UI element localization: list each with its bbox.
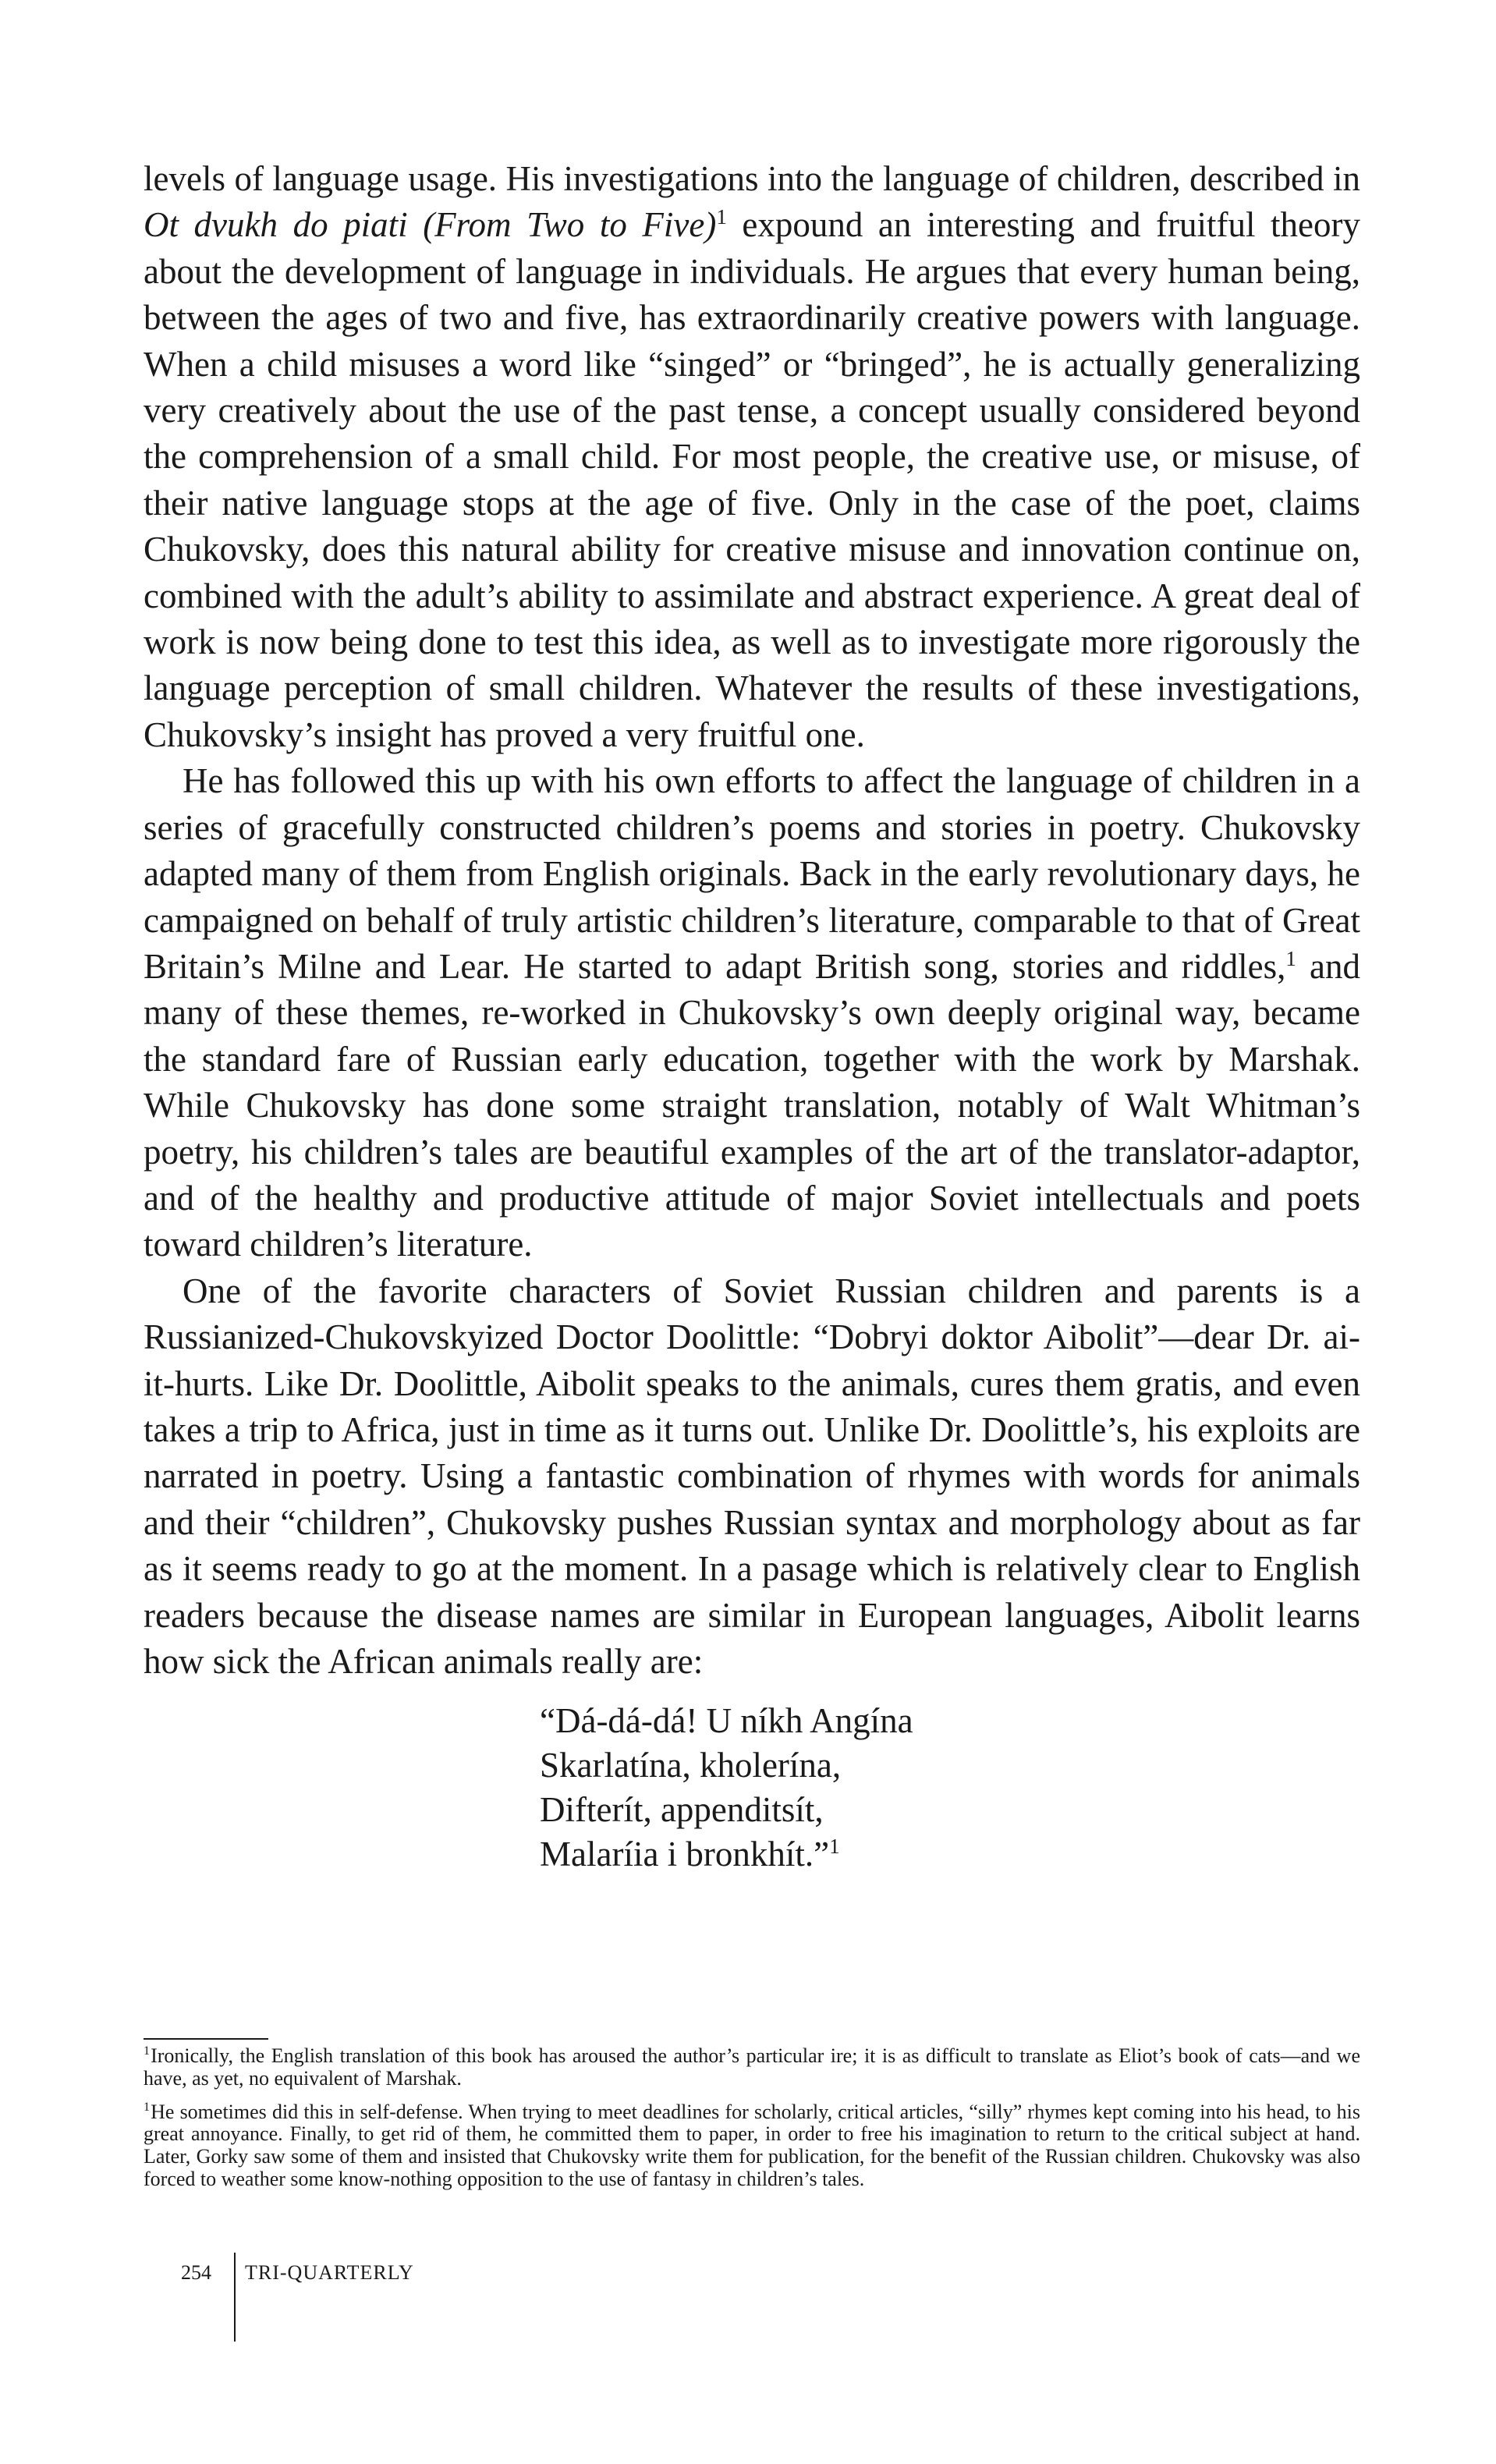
footnote-ref: 1 [829,1835,840,1859]
paragraph-2-text-b: and many of these themes, re-worked in Chukovsky’s own deeply original way, became the standard fare of Russian early education, together with the work by Marshak. While Chukovsky has done some straight translation, notably of Walt Whitman’s poetry, his children’s tales are beautiful examples of the art of the translator-adaptor, and of the healthy and productive attitude of major Soviet intellectuals and poets toward children’s literature. [144,946,1360,1264]
footnote-mark: 1 [144,2100,151,2114]
paragraph-3 [144,1268,1360,1686]
footnote-ref: 1 [716,205,727,229]
verse-line: Difterít, appenditsít, [540,1790,824,1830]
verse-line: “Dá-dá-dá! U níkh Angína [540,1701,913,1741]
body-text [144,156,1360,1877]
footnote-text: Ironically, the English translation of this book has aroused the author’s particular ire; it is as difficult to translate as Eliot’s book of cats—and we have, as yet, no equivalent of Marshak. [144,2044,1360,2090]
paragraph-2 [144,758,1360,1267]
verse-line-last [540,1832,1360,1877]
paragraph-3-text: One of the favorite characters of Soviet Russian children and parents is a Russianized-Chukovskyized Doctor Doolittle: “Dobryi doktor Aibolit”—dear Dr. ai-it-hurts. Like Dr. Doolittle, Aibolit speaks to the animals, cures them gratis, and even takes a trip to Africa, just in time as it turns out. Unlike Dr. Doolittle’s, his exploits are narrated in poetry. Using a fantastic combination of rhymes with words for animals and their “children”, Chukovsky pushes Russian syntax and morphology about as far as it seems ready to go at the moment. In a pasage which is relatively clear to English readers because the disease names are similar in European languages, Aibolit learns how sick the African animals really are: [144,1271,1360,1681]
book-title: Ot dvukh do piati (From Two to Five) [144,205,717,245]
verse-line: Skarlatína, kholerína, [540,1746,842,1785]
footnote [144,2045,1360,2090]
footnote-ref: 1 [1285,946,1296,970]
paragraph-1-text-b: expound an interesting and fruitful theory about the development of language in individuals. He argues that every human being, between the ages of two and five, has extraordinarily creative powers with language. When a child misuses a word like “singed” or “bringed”, he is actually generalizing very creatively about the use of the past tense, a concept usually considered beyond the comprehension of a small child. For most people, the creative use, or misuse, of their native language stops at the age of five. Only in the case of the poet, claims Chukovsky, does this natural ability for creative misuse and innovation continue on, combined with the adult’s ability to assimilate and abstract experience. A great deal of work is now being done to test this idea, as well as to investigate more rigorously the language perception of small children. Whatever the results of these investigations, Chukovsky’s insight has proved a very fruitful one. [144,205,1360,754]
footnote-mark: 1 [144,2044,151,2058]
folio-divider [234,2253,236,2342]
journal-name: TRI-QUARTERLY [245,2261,414,2284]
footnote-text: He sometimes did this in self-defense. When trying to meet deadlines for scholarly, critical articles, “silly” rhymes kept coming into his head, to his great annoyance. Finally, to get rid of them, he committed them to paper, in order to free his imagination to return to the critical subject at hand. Later, Gorky saw some of them and insisted that Chukovsky write them for publication, for the benefit of the Russian children. Chukovsky was also forced to weather some know-nothing opposition to the use of fantasy in children’s tales. [144,2100,1360,2190]
verse-quotation [540,1699,1360,1877]
verse-line-text: Malaríia i bronkhít.” [540,1835,830,1874]
paragraph-1-text-a: levels of language usage. His investigations into the language of children, described in [144,159,1360,198]
footnote [144,2101,1360,2191]
footnotes [144,2045,1360,2202]
paragraph-1 [144,156,1360,758]
footnote-divider [144,2038,268,2040]
page-number: 254 [181,2261,211,2284]
paragraph-2-text-a: He has followed this up with his own efforts to affect the language of children in a series of gracefully constructed children’s poems and stories in poetry. Chukovsky adapted many of them from English originals. Back in the early revolutionary days, he campaigned on behalf of truly artistic children’s literature, comparable to that of Great Britain’s Milne and Lear. He started to adapt British song, stories and riddles, [144,761,1360,986]
